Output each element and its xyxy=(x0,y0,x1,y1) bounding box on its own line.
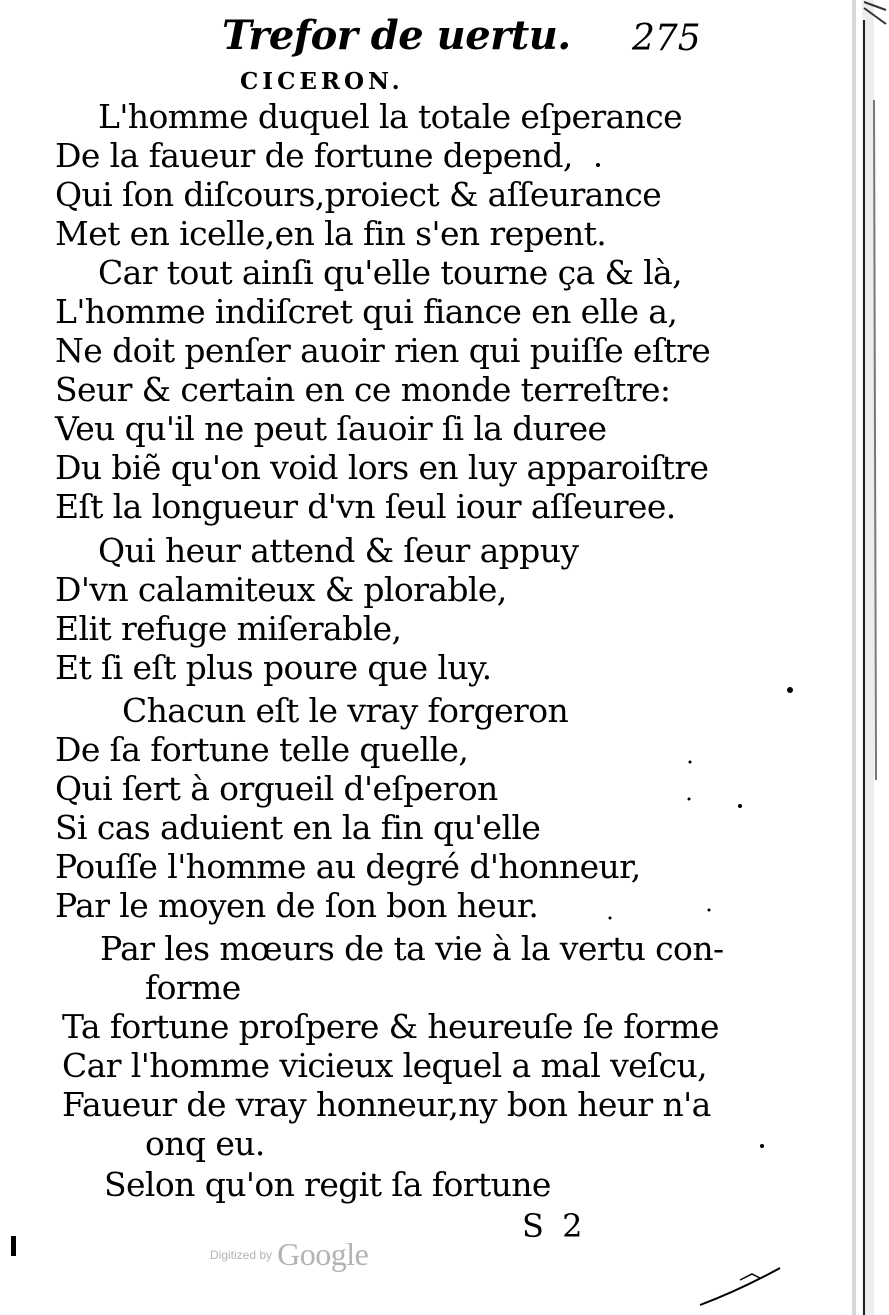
digitized-prefix: Digitized by xyxy=(210,1248,273,1262)
verse-line: Qui ſon diſcours,proiect & aſſeurance xyxy=(55,175,662,214)
verse-line: Qui ſert à orgueil d'eſperon xyxy=(55,769,498,808)
verse-line: Met en icelle,en la fin s'en repent. xyxy=(55,214,607,253)
verse-line: L'homme duquel la totale eſperance xyxy=(98,97,683,136)
verse-line: Faueur de vray honneur,ny bon heur n'a xyxy=(62,1085,711,1124)
verse-line: Si cas aduient en la fin qu'elle xyxy=(55,808,541,847)
verse-line: Selon qu'on regit ſa fortune xyxy=(104,1165,551,1204)
verse-line: Ne doit penſer auoir rien qui puiſſe eſtre xyxy=(55,331,711,370)
author-heading: CICERON. xyxy=(240,68,404,95)
verse-line: Car tout ainſi qu'elle tourne ça & là, xyxy=(98,253,683,292)
verse-line: onq eu. xyxy=(145,1124,265,1163)
verse-line: Du biẽ qu'on void lors en luy apparoiſtre xyxy=(55,448,709,487)
page-number: 275 xyxy=(632,18,701,59)
verse-line: Par le moyen de ſon bon heur. xyxy=(55,886,539,925)
signature-mark: S 2 xyxy=(522,1207,587,1245)
verse-line: Pouſſe l'homme au degré d'honneur, xyxy=(55,847,641,886)
verse-line: De la faueur de fortune depend, xyxy=(55,136,573,175)
verse-line: L'homme indiſcret qui fiance en elle a, xyxy=(55,292,678,331)
verse-line: Eſt la longueur d'vn ſeul iour aſſeuree. xyxy=(55,487,676,526)
verse-line: Qui heur attend & ſeur appuy xyxy=(98,531,579,570)
verse-line: D'vn calamiteux & plorable, xyxy=(55,570,507,609)
running-title: Trefor de uertu. xyxy=(222,12,571,59)
verse-line: Ta fortune proſpere & heureuſe ſe forme xyxy=(62,1007,719,1046)
verse-line: Et ſi eſt plus poure que luy. xyxy=(55,648,492,687)
verse-line: Elit refuge miſerable, xyxy=(55,609,402,648)
verse-line: De ſa fortune telle quelle, xyxy=(55,730,469,769)
verse-line: forme xyxy=(145,968,241,1007)
verse-line: Veu qu'il ne peut ſauoir ſi la duree xyxy=(55,409,607,448)
verse-line: Par les mœurs de ta vie à la vertu con- xyxy=(100,929,724,968)
digitized-brand: Google xyxy=(277,1236,369,1272)
verse-line: Car l'homme vicieux lequel a mal veſcu, xyxy=(62,1046,708,1085)
verse-line: Seur & certain en ce monde terreſtre: xyxy=(55,370,671,409)
verse-line: Chacun eſt le vray forgeron xyxy=(122,691,569,730)
